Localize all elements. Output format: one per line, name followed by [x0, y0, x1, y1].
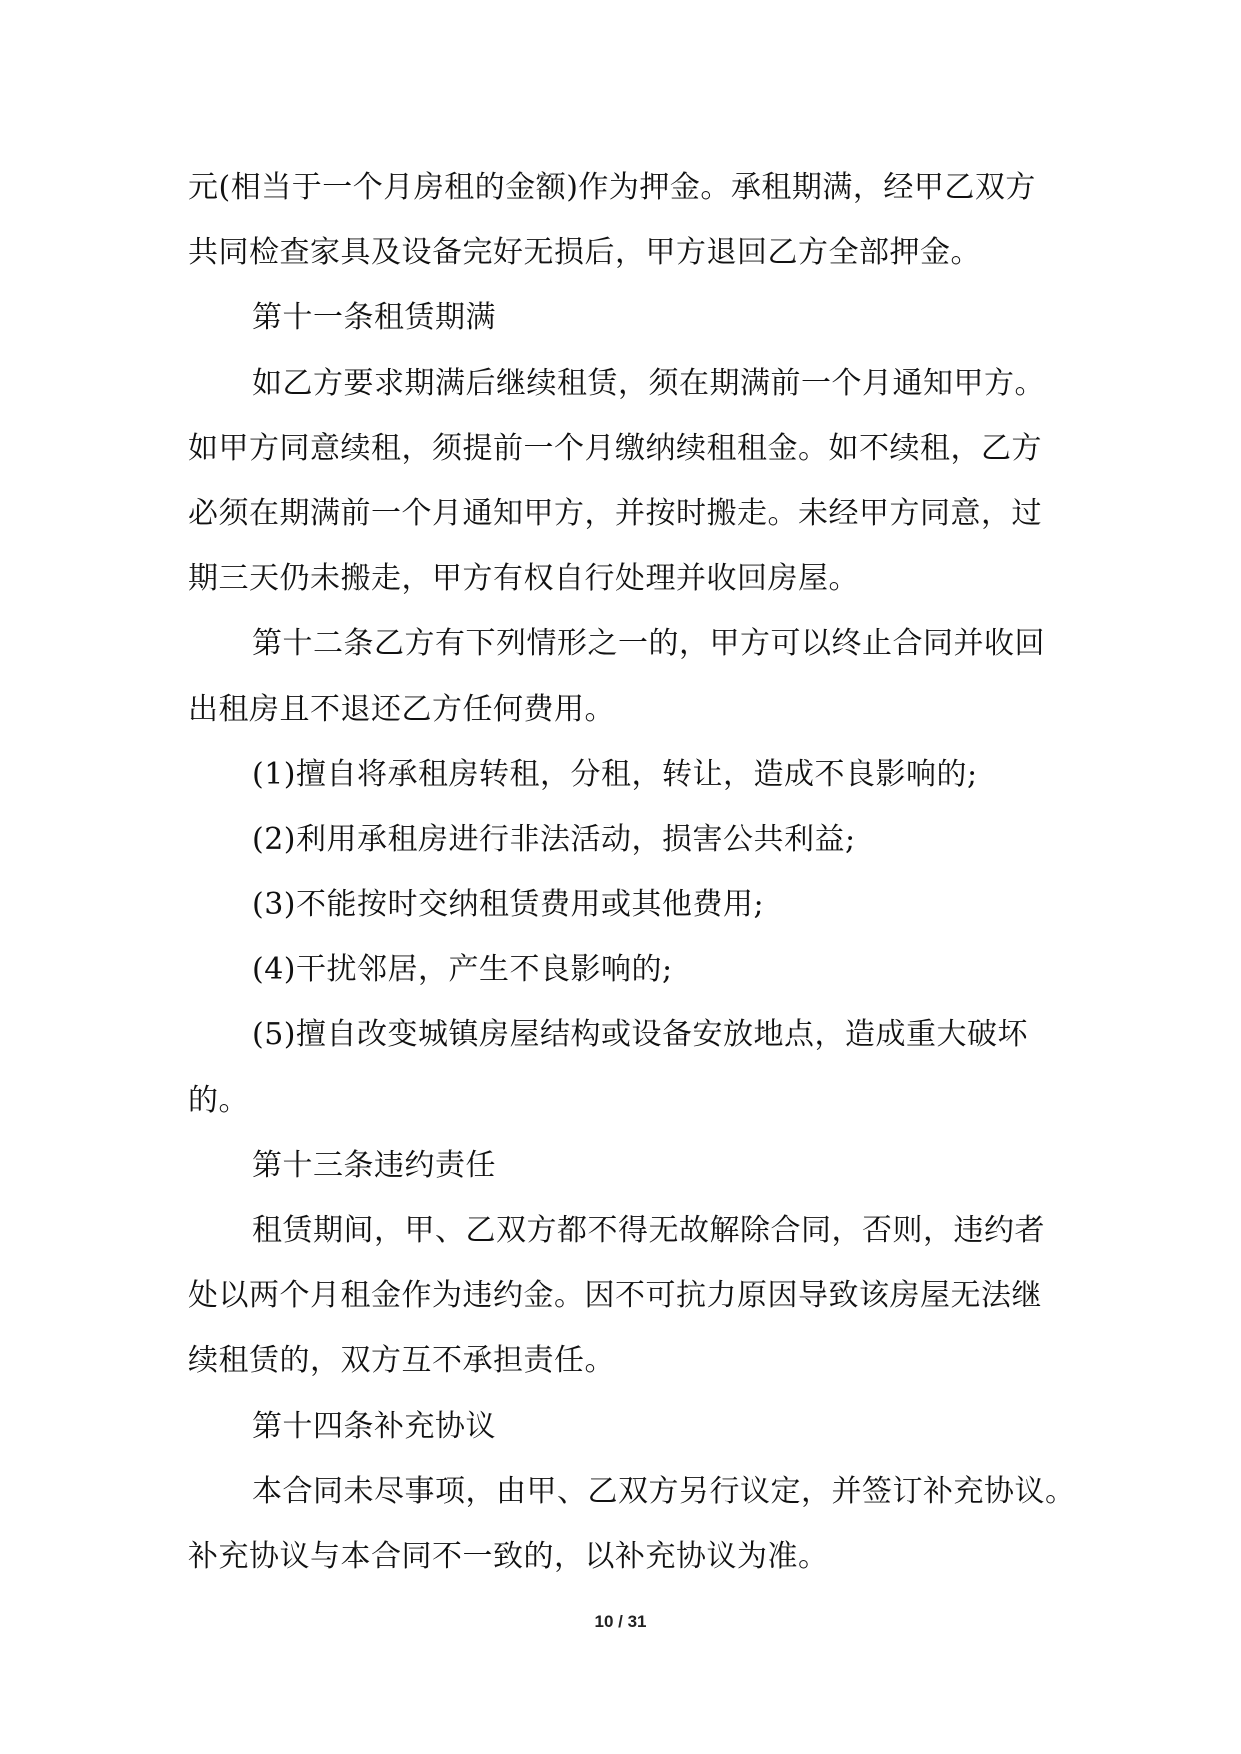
text-line: 第十四条补充协议	[252, 1408, 496, 1444]
text-line: 第十二条乙方有下列情形之一的，甲方可以终止合同并收回	[252, 626, 1045, 662]
text-line: (4)干扰邻居，产生不良影响的;	[252, 952, 673, 988]
text-line: 如乙方要求期满后继续租赁，须在期满前一个月通知甲方。	[252, 365, 1045, 401]
text-line: 出租房且不退还乙方任何费用。	[188, 691, 615, 727]
text-line: 处以两个月租金作为违约金。因不可抗力原因导致该房屋无法继	[188, 1278, 1042, 1314]
text-line: 必须在期满前一个月通知甲方，并按时搬走。未经甲方同意，过	[188, 495, 1042, 531]
text-line: 期三天仍未搬走，甲方有权自行处理并收回房屋。	[188, 561, 859, 597]
document-body	[188, 155, 1076, 1589]
text-line: 共同检查家具及设备完好无损后，甲方退回乙方全部押金。	[188, 235, 981, 271]
text-line: 第十三条违约责任	[252, 1147, 496, 1183]
text-line: 本合同未尽事项，由甲、乙双方另行议定，并签订补充协议。	[252, 1473, 1076, 1509]
text-line: 元(相当于一个月房租的金额)作为押金。承租期满，经甲乙双方	[188, 170, 1036, 205]
text-line: 补充协议与本合同不一致的，以补充协议为准。	[188, 1538, 829, 1574]
text-line: (2)利用承租房进行非法活动，损害公共利益;	[252, 821, 856, 857]
text-line: 的。	[188, 1082, 249, 1118]
text-line: 第十一条租赁期满	[252, 300, 496, 336]
text-line: 续租赁的，双方互不承担责任。	[188, 1343, 615, 1379]
text-line: 如甲方同意续租，须提前一个月缴纳续租租金。如不续租，乙方	[188, 430, 1042, 466]
page-number: 10 / 31	[594, 1612, 647, 1631]
text-line: (5)擅自改变城镇房屋结构或设备安放地点，造成重大破坏	[252, 1017, 1028, 1053]
text-line: (3)不能按时交纳租赁费用或其他费用;	[252, 887, 765, 923]
text-line: 租赁期间，甲、乙双方都不得无故解除合同，否则，违约者	[252, 1213, 1045, 1248]
text-line: (1)擅自将承租房转租，分租，转让，造成不良影响的;	[252, 756, 978, 792]
